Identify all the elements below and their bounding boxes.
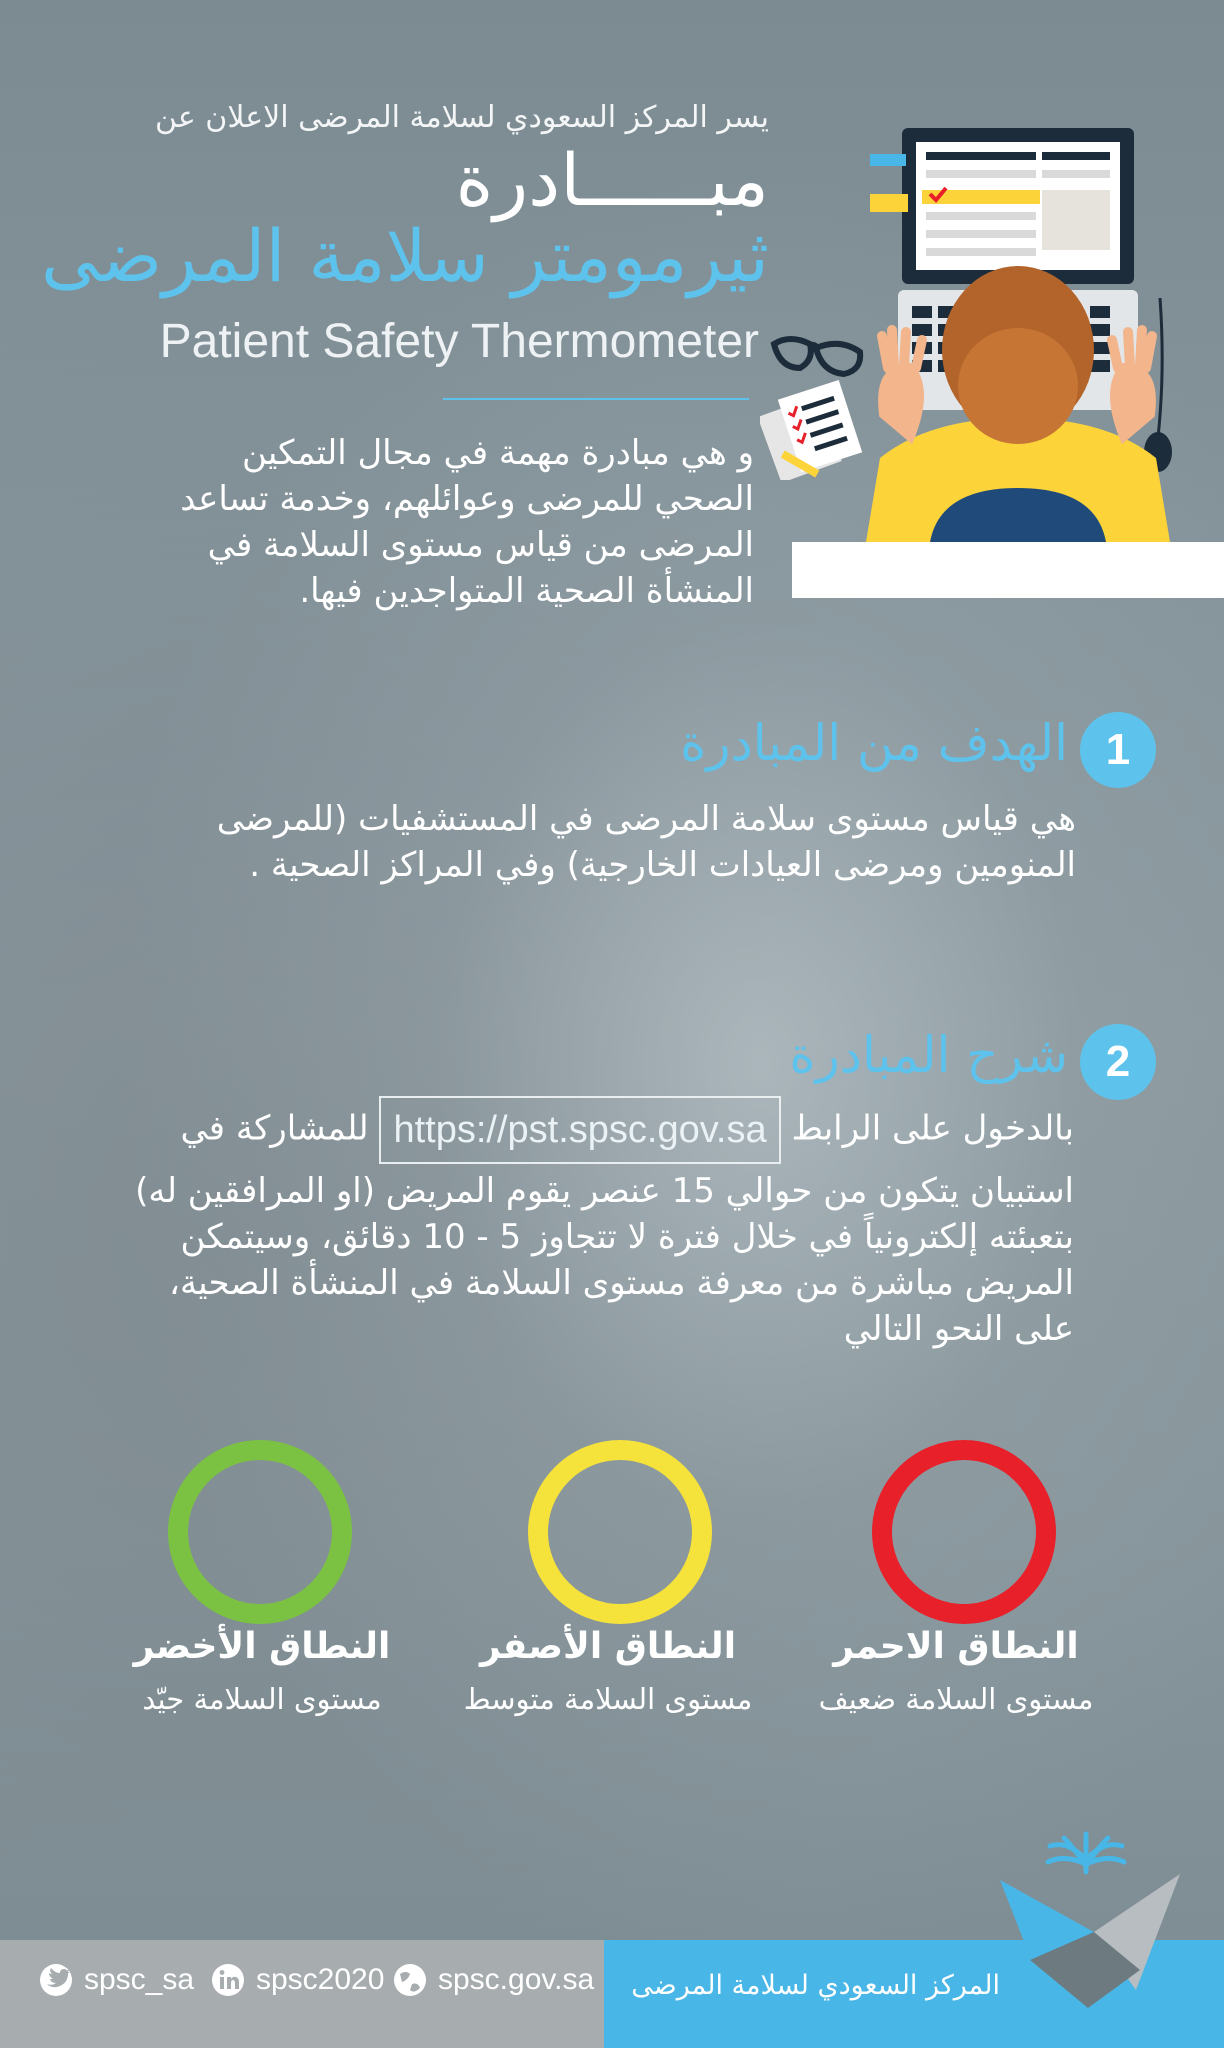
- section2-line1-start: بالدخول على الرابط: [791, 1108, 1074, 1149]
- green-zone-description: مستوى السلامة جيّد: [142, 1682, 382, 1716]
- section2-body: [0, 1096, 1074, 1352]
- twitter-text: spsc_sa: [84, 1963, 195, 1996]
- section1-line: هي قياس مستوى سلامة المرضى في المستشفيات (للمرضى: [216, 799, 1076, 839]
- section2-line: بتعبئته إلكترونياً في خلال فترة لا تتجاوز 5 - 10 دقائق، وسيتمكن: [180, 1217, 1074, 1257]
- globe-icon: [392, 1962, 428, 1998]
- title-line2: ثيرمومتر سلامة المرضى: [41, 214, 769, 298]
- spsc-logo: [990, 1820, 1180, 2020]
- green-zone-ring: [168, 1440, 352, 1624]
- green-zone-label: النطاق الأخضر: [133, 1626, 391, 1667]
- title-divider: [443, 398, 749, 400]
- section2-line: استبيان يتكون من حوالي 15 عنصر يقوم المريض (او المرافقين له): [135, 1171, 1074, 1211]
- red-zone-description: مستوى السلامة ضعيف: [818, 1682, 1094, 1716]
- section2-line1-end: للمشاركة في: [180, 1108, 369, 1149]
- website-text: spsc.gov.sa: [438, 1963, 595, 1996]
- glasses-icon: [770, 330, 866, 382]
- yellow-zone-ring: [528, 1440, 712, 1624]
- section1-line: المنومين ومرضى العيادات الخارجية) وفي المراكز الصحية .: [249, 845, 1076, 885]
- linkedin-icon: [210, 1962, 246, 1998]
- section2-line1: [0, 1096, 1074, 1164]
- description-line: الصحي للمرضى وعوائلهم، وخدمة تساعد: [180, 479, 754, 519]
- description-line: و هي مبادرة مهمة في مجال التمكين: [242, 433, 754, 473]
- twitter-link[interactable]: [38, 1962, 194, 1998]
- section2-title: شرح المبادرة: [789, 1026, 1068, 1084]
- yellow-zone-label: النطاق الأصفر: [479, 1626, 737, 1667]
- org-name: المركز السعودي لسلامة المرضى: [631, 1970, 1000, 2001]
- description-line: المرضى من قياس مستوى السلامة في: [207, 525, 754, 565]
- red-zone-ring: [872, 1440, 1056, 1624]
- section1-body: [56, 796, 1076, 888]
- section2-number-badge: 2: [1080, 1024, 1156, 1100]
- linkedin-link[interactable]: [210, 1962, 384, 1998]
- description-line: المنشأة الصحية المتواجدين فيها.: [299, 571, 754, 611]
- yellow-zone-description: مستوى السلامة متوسط: [463, 1682, 753, 1716]
- red-zone-label: النطاق الاحمر: [833, 1626, 1079, 1667]
- title-line1: مبــــــادرة: [455, 138, 769, 222]
- section1-title: الهدف من المبادرة: [680, 714, 1068, 772]
- section2-line: المريض مباشرة من معرفة مستوى السلامة في المنشأة الصحية،: [168, 1263, 1074, 1303]
- initiative-link[interactable]: https://pst.spsc.gov.sa: [379, 1096, 780, 1164]
- title-english: Patient Safety Thermometer: [159, 315, 759, 368]
- description: [54, 430, 754, 614]
- section1-number-badge: 1: [1080, 712, 1156, 788]
- intro-text: يسر المركز السعودي لسلامة المرضى الاعلان عن: [155, 100, 769, 135]
- section2-line: على النحو التالي: [843, 1309, 1074, 1349]
- twitter-icon: [38, 1962, 74, 1998]
- checklist-papers-icon: [760, 380, 870, 480]
- linkedin-text: spsc2020: [256, 1963, 385, 1996]
- website-link[interactable]: [392, 1962, 594, 1998]
